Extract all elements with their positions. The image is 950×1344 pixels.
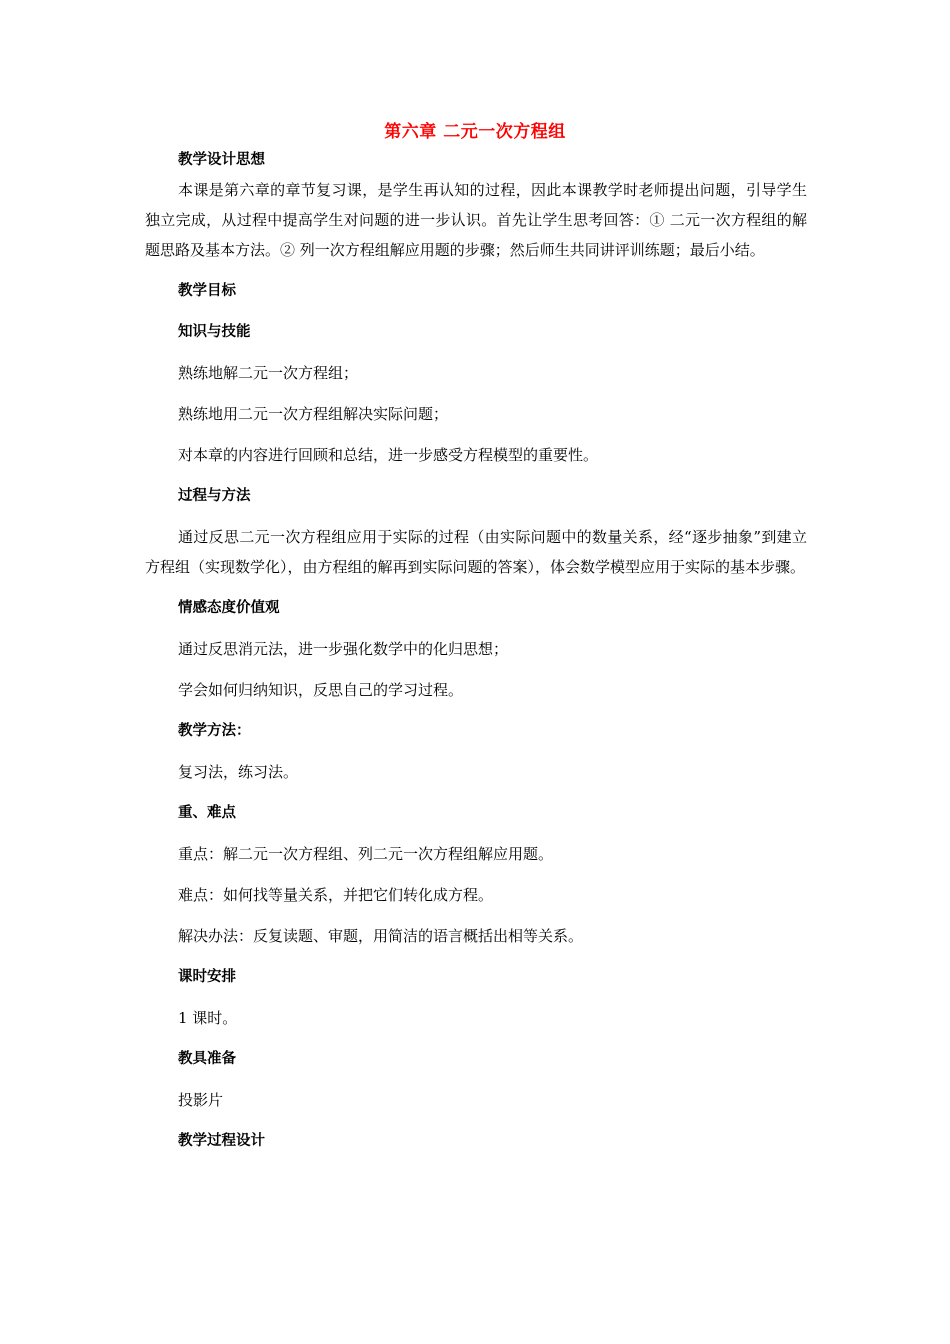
document-body (145, 145, 807, 1156)
keypoint-item: 解决办法：反复读题、审题，用简洁的语言概括出相等关系。 (178, 927, 584, 945)
paragraph-design: 本课是第六章的章节复习课，是学生再认知的过程，因此本课教学时老师提出问题，引导学生独立完成，从过程中提高学生对问题的进一步认识。首先让学生思考回答：① 二元一次方程组的解题思路及基本方法。② 列一次方程组解应用题的步骤；然后师生共同讲评训练题；最后小结。 (145, 181, 807, 259)
emotion-item: 通过反思消元法，进一步强化数学中的化归思想； (178, 640, 509, 658)
emotion-item: 学会如何归纳知识，反思自己的学习过程。 (178, 681, 464, 699)
method-text: 复习法，练习法。 (178, 763, 299, 781)
page-title: 第六章 二元一次方程组 (384, 122, 566, 142)
knowledge-item: 对本章的内容进行回顾和总结，进一步感受方程模型的重要性。 (178, 446, 599, 464)
paragraph-process: 通过反思二元一次方程组应用于实际的过程（由实际问题中的数量关系，经“逐步抽象”到建立方程组（实现数学化），由方程组的解再到实际问题的答案），体会数学模型应用于实际的基本步骤。 (145, 528, 807, 576)
heading-process-design: 教学过程设计 (178, 1133, 265, 1149)
heading-knowledge: 知识与技能 (178, 324, 251, 340)
knowledge-item: 熟练地用二元一次方程组解决实际问题； (178, 405, 449, 423)
heading-schedule: 课时安排 (178, 969, 236, 985)
heading-design: 教学设计思想 (178, 152, 265, 168)
tools-text: 投影片 (178, 1091, 224, 1109)
heading-method: 教学方法： (178, 723, 251, 739)
heading-keypoints: 重、难点 (178, 805, 236, 821)
schedule-text: 1 课时。 (178, 1009, 238, 1027)
keypoint-item: 难点：如何找等量关系，并把它们转化成方程。 (178, 886, 494, 904)
knowledge-item: 熟练地解二元一次方程组； (178, 364, 359, 382)
heading-emotion: 情感态度价值观 (178, 600, 280, 616)
keypoint-item: 重点：解二元一次方程组、列二元一次方程组解应用题。 (178, 845, 554, 863)
heading-process: 过程与方法 (178, 488, 251, 504)
heading-goals: 教学目标 (178, 283, 236, 299)
heading-tools: 教具准备 (178, 1051, 236, 1067)
